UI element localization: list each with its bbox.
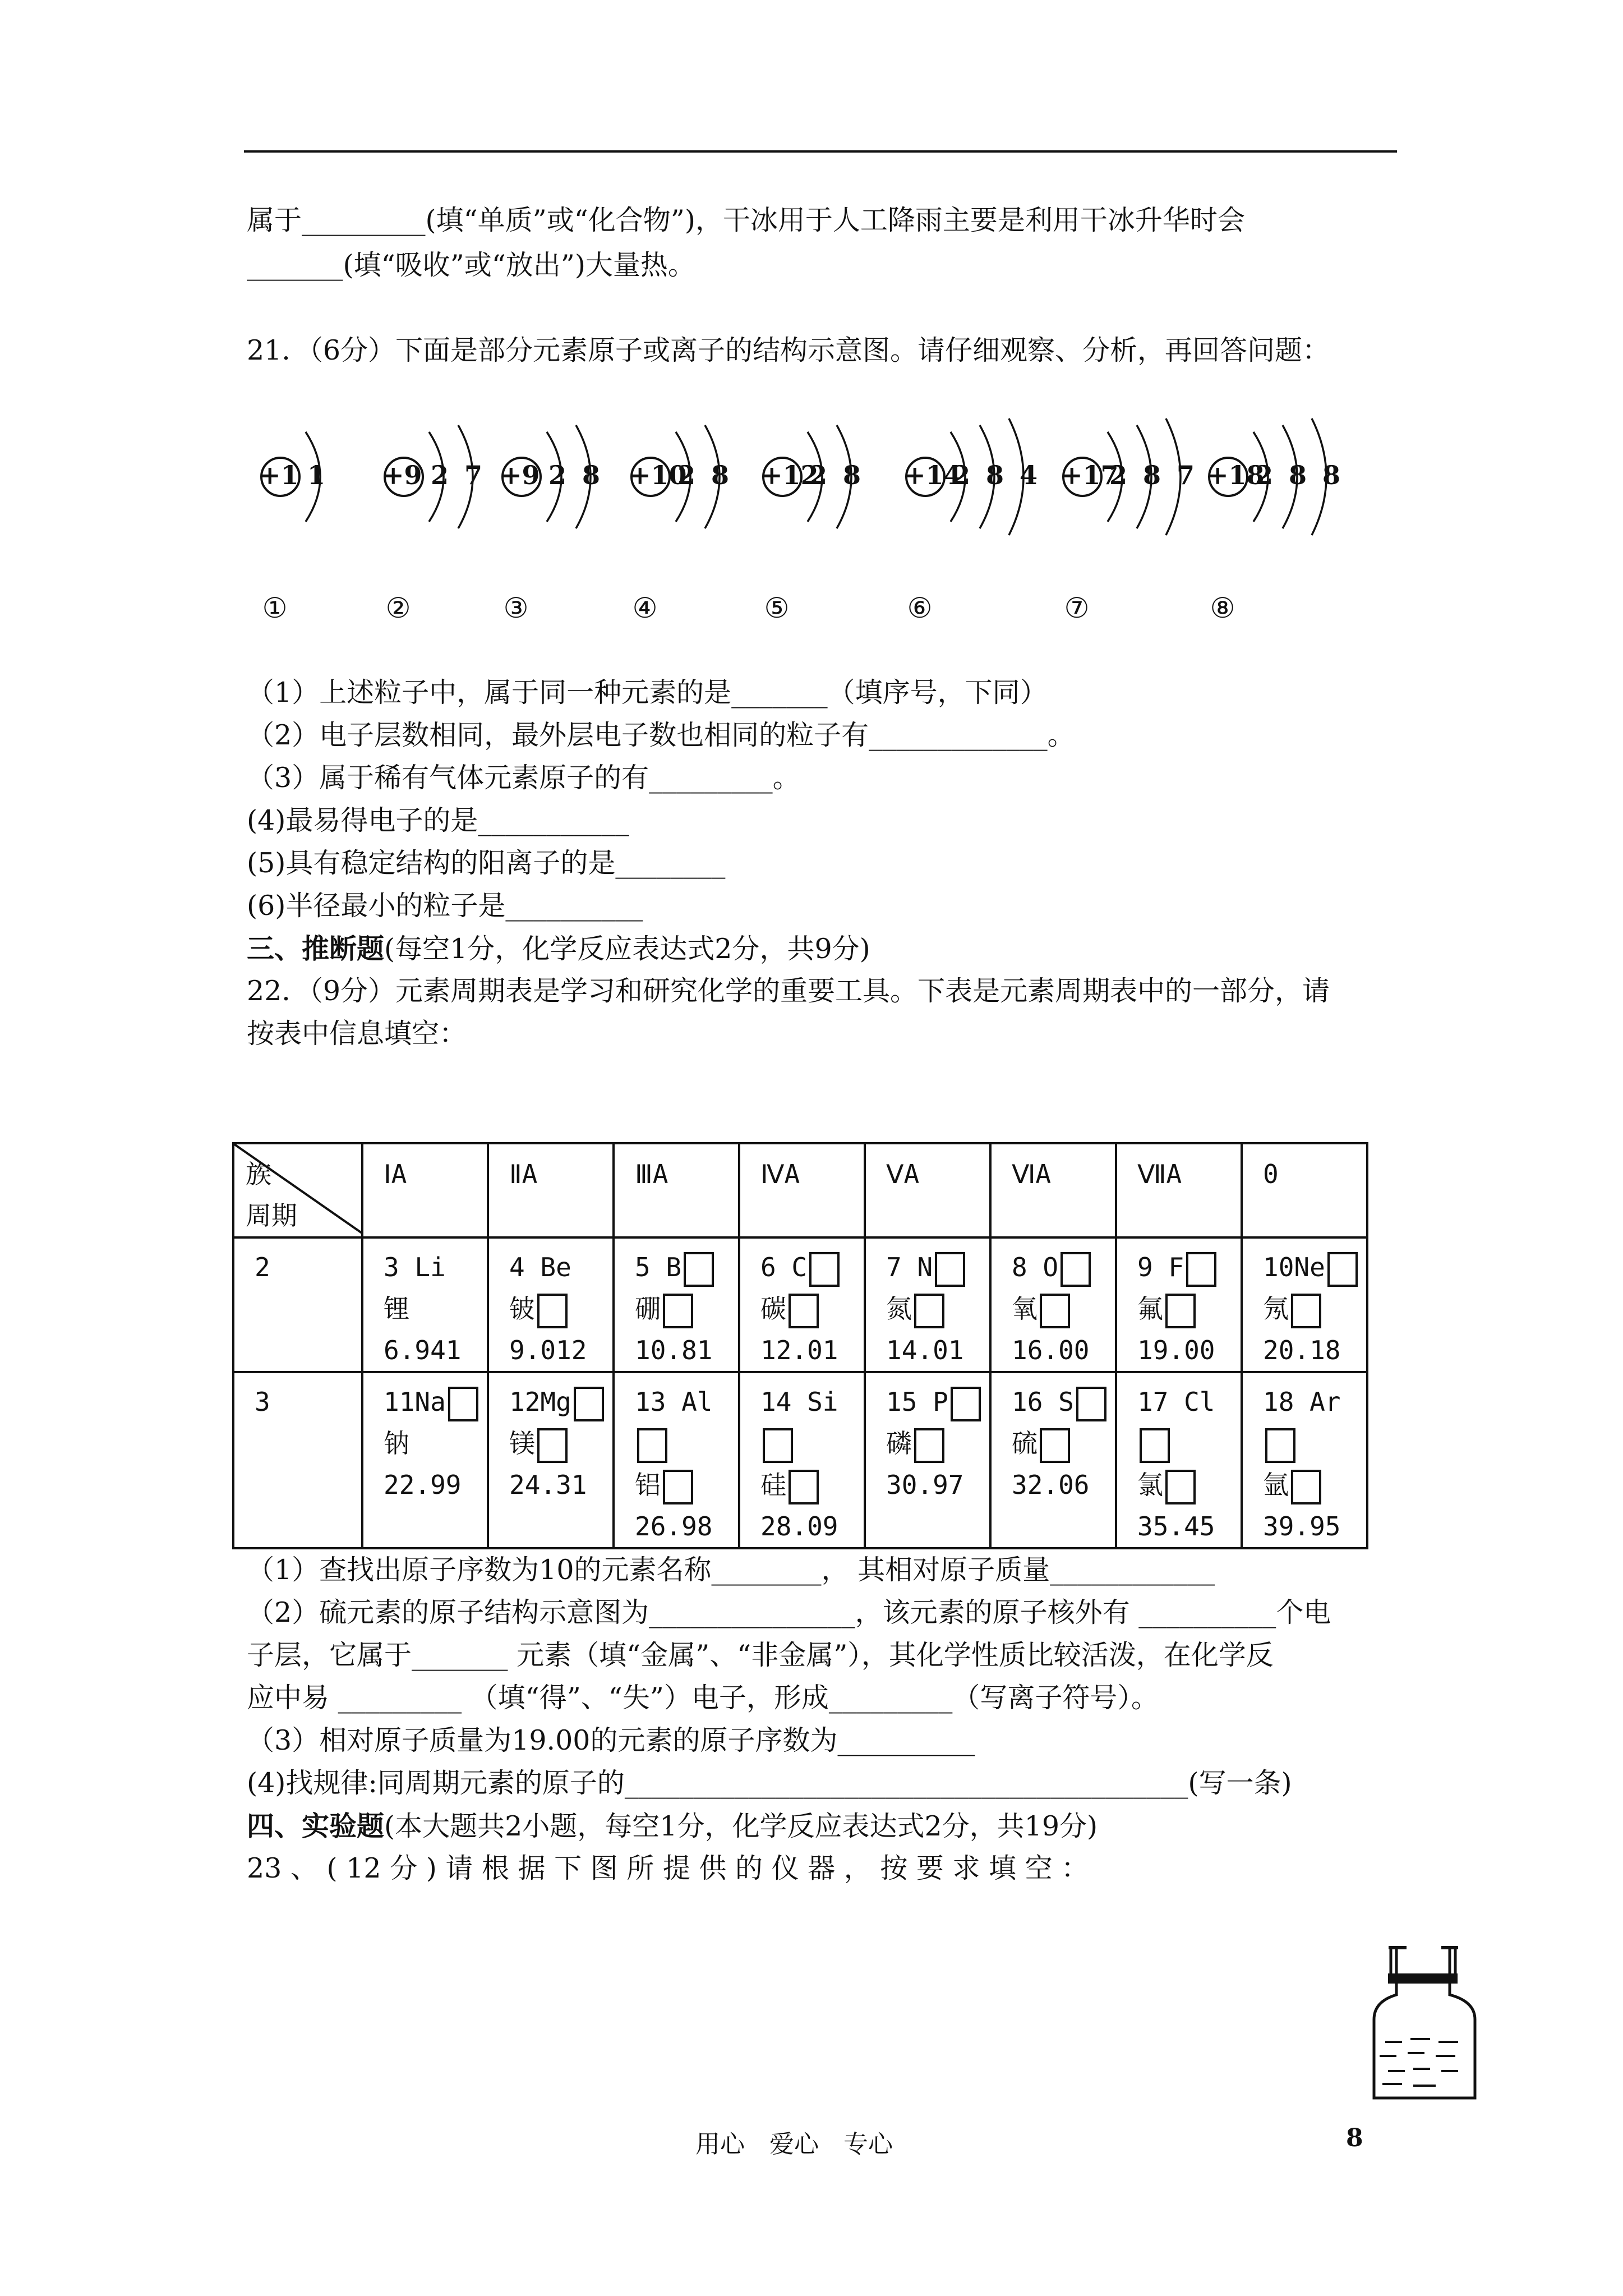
element-mass-line (1137, 1329, 1241, 1371)
element-mass: 22.99 (384, 1470, 462, 1500)
element-mass: 26.98 (635, 1511, 713, 1542)
element-mass: 9.012 (509, 1335, 587, 1365)
periodic-table (232, 1142, 1368, 1549)
answer-box[interactable] (537, 1294, 568, 1328)
element-symbol-line (509, 1246, 612, 1288)
answer-box[interactable] (763, 1428, 793, 1463)
particle-number: ② (385, 592, 411, 624)
period-3-row (233, 1372, 1367, 1548)
element-name: 锂 (384, 1294, 409, 1324)
group-header: 0 (1242, 1143, 1367, 1237)
element-symbol-line (760, 1246, 864, 1288)
particle-number: ⑦ (1064, 592, 1090, 624)
element-name-line (509, 1423, 612, 1464)
element-symbol-line (384, 1246, 487, 1288)
electron-counts: 2 7 (431, 460, 486, 490)
element-cell (865, 1372, 990, 1548)
element-mass: 35.45 (1137, 1511, 1215, 1542)
nucleus-charge: +17 (1061, 460, 1119, 490)
element-cell (488, 1237, 614, 1372)
nucleus-charge: +9 (382, 460, 422, 490)
text-line-1: 属于_________(填“单质”或“化合物”)，干冰用于人工降雨主要是利用干冰升华时会 (247, 204, 1245, 236)
answer-box[interactable] (1140, 1428, 1170, 1463)
answer-box[interactable] (789, 1294, 819, 1328)
element-mass: 24.31 (509, 1470, 587, 1500)
element-symbol: 8 O (1012, 1252, 1059, 1282)
element-name-line (635, 1464, 738, 1506)
element-symbol: 6 C (760, 1252, 808, 1282)
element-name-line (1263, 1464, 1366, 1506)
element-symbol: 4 Be (509, 1252, 571, 1282)
element-mass-line (384, 1329, 487, 1371)
element-mass: 6.941 (384, 1335, 462, 1365)
nucleus-charge: +1 (259, 460, 299, 490)
particle-number: ⑤ (764, 592, 790, 624)
group-header: ⅠA (362, 1143, 488, 1237)
answer-box[interactable] (1291, 1470, 1321, 1504)
electron-counts: 2 8 (677, 460, 733, 490)
element-mass: 39.95 (1263, 1511, 1341, 1542)
element-cell (614, 1372, 739, 1548)
particle-number: ⑥ (907, 592, 933, 624)
element-cell (488, 1372, 614, 1548)
element-mass: 19.00 (1137, 1335, 1215, 1365)
element-name: 硅 (760, 1470, 786, 1500)
element-name-line (886, 1423, 989, 1464)
page-number: 8 (1346, 2124, 1363, 2152)
element-name: 氧 (1012, 1294, 1038, 1324)
element-cell (739, 1237, 865, 1372)
question-22-line-b: 按表中信息填空： (247, 1018, 467, 1050)
element-symbol-line (1137, 1381, 1241, 1464)
corner-diagonal (234, 1144, 363, 1234)
element-mass-line (1263, 1329, 1366, 1371)
element-cell (865, 1237, 990, 1372)
question-22-1: （1）查找出原子序数为10的元素名称________， 其相对原子质量____________ (247, 1554, 1215, 1586)
question-21-4: (4)最易得电子的是___________ (247, 804, 629, 836)
element-name: 铍 (509, 1294, 535, 1324)
answer-box[interactable] (1165, 1470, 1196, 1504)
element-mass: 10.81 (635, 1335, 713, 1365)
element-name: 氟 (1137, 1294, 1163, 1324)
nucleus-charge: +12 (761, 460, 819, 490)
element-mass-line (635, 1506, 738, 1547)
element-mass-line (1263, 1506, 1366, 1547)
answer-box[interactable] (1165, 1294, 1196, 1328)
element-symbol: 9 F (1137, 1252, 1184, 1282)
answer-box[interactable] (637, 1428, 667, 1463)
electron-counts: 2 8 (548, 460, 604, 490)
question-23: 23 、 ( 12 分 ) 请 根 据 下 图 所 提 供 的 仪 器 ， 按 要 求 填 空 ： (247, 1852, 1089, 1884)
element-symbol-line (886, 1381, 989, 1423)
element-name: 氖 (1263, 1294, 1289, 1324)
element-symbol-line (1263, 1381, 1366, 1464)
section-3-heading (247, 929, 870, 969)
element-symbol-line (760, 1381, 864, 1464)
element-name: 氮 (886, 1294, 912, 1324)
element-name: 磷 (886, 1428, 912, 1458)
section-4-title: 四、实验题 (247, 1810, 385, 1842)
corner-group-label: 族 (246, 1159, 271, 1189)
element-cell (362, 1372, 488, 1548)
particle-number: ③ (503, 592, 529, 624)
element-mass: 16.00 (1012, 1335, 1090, 1365)
answer-box[interactable] (1076, 1387, 1106, 1421)
answer-box[interactable] (684, 1252, 714, 1287)
answer-box[interactable] (448, 1387, 478, 1421)
element-symbol-line (509, 1381, 612, 1423)
question-21-5: (5)具有稳定结构的阳离子的是________ (247, 847, 726, 879)
question-21-6: (6)半径最小的粒子是__________ (247, 890, 643, 922)
element-mass: 28.09 (760, 1511, 838, 1542)
element-name: 氩 (1263, 1470, 1289, 1500)
element-name-line (1263, 1288, 1366, 1329)
element-symbol: 12Mg (509, 1387, 571, 1417)
gas-bottle-figure (1357, 1941, 1492, 2109)
element-cell (614, 1237, 739, 1372)
element-mass-line (1012, 1464, 1115, 1506)
electron-counts: 2 8 7 (1109, 460, 1198, 490)
element-mass-line (509, 1329, 612, 1371)
question-21-1: （1）上述粒子中，属于同一种元素的是_______（填序号，下同） (247, 677, 1048, 708)
section-3-note: (每空1分，化学反应表达式2分，共9分) (384, 933, 870, 965)
electron-counts: 2 8 8 (1255, 460, 1344, 490)
element-symbol: 18 Ar (1263, 1387, 1341, 1417)
element-mass-line (509, 1464, 612, 1506)
nucleus-charge: +18 (1207, 460, 1265, 490)
section-4-note: (本大题共2小题，每空1分，化学反应表达式2分，共19分) (384, 1810, 1098, 1842)
answer-box[interactable] (663, 1470, 693, 1504)
nucleus-charge: +9 (500, 460, 540, 490)
element-name-line (760, 1464, 864, 1506)
element-name-line (509, 1288, 612, 1329)
answer-box[interactable] (1265, 1428, 1295, 1463)
element-cell (1242, 1237, 1367, 1372)
element-name-line (886, 1288, 989, 1329)
element-cell (990, 1372, 1116, 1548)
group-header: ⅥA (990, 1143, 1116, 1237)
element-symbol-line (1012, 1246, 1115, 1288)
question-22-2a: （2）硫元素的原子结构示意图为_______________，该元素的原子核外有 __________个电 (247, 1596, 1331, 1628)
element-name: 硼 (635, 1294, 661, 1324)
question-21-3: （3）属于稀有气体元素原子的有_________。 (247, 762, 800, 794)
particle-number: ① (262, 592, 288, 624)
element-symbol: 15 P (886, 1387, 948, 1417)
answer-box[interactable] (1061, 1252, 1091, 1287)
element-name: 钠 (384, 1428, 409, 1458)
element-symbol: 7 N (886, 1252, 933, 1282)
electron-counts: 2 8 4 (952, 460, 1041, 490)
element-cell (362, 1237, 488, 1372)
element-cell (1116, 1372, 1242, 1548)
element-mass-line (886, 1464, 989, 1506)
group-header: ⅡA (488, 1143, 614, 1237)
answer-box[interactable] (1186, 1252, 1216, 1287)
group-header: ⅣA (739, 1143, 865, 1237)
particle-number: ④ (632, 592, 658, 624)
element-name: 碳 (760, 1294, 786, 1324)
element-mass: 20.18 (1263, 1335, 1341, 1365)
answer-box[interactable] (1291, 1294, 1321, 1328)
element-cell (1242, 1372, 1367, 1548)
nucleus-charge: +10 (629, 460, 687, 490)
answer-box[interactable] (1040, 1294, 1070, 1328)
element-mass-line (1137, 1506, 1241, 1547)
element-symbol: 5 B (635, 1252, 682, 1282)
element-symbol-line (1137, 1246, 1241, 1288)
element-symbol-line (1263, 1246, 1366, 1288)
question-22-2c: 应中易 _________ （填“得”、“失”）电子，形成_________（写离子符号）。 (247, 1682, 1159, 1714)
element-cell (739, 1372, 865, 1548)
table-header-row (233, 1143, 1367, 1237)
element-mass: 30.97 (886, 1470, 964, 1500)
answer-box[interactable] (1327, 1252, 1358, 1287)
element-mass: 12.01 (760, 1335, 838, 1365)
element-symbol-line (635, 1246, 738, 1288)
answer-box[interactable] (914, 1428, 944, 1463)
element-name: 硫 (1012, 1428, 1038, 1458)
element-mass-line (635, 1329, 738, 1371)
element-mass: 14.01 (886, 1335, 964, 1365)
element-mass-line (760, 1329, 864, 1371)
electron-counts: 1 (307, 460, 329, 490)
element-cell (990, 1237, 1116, 1372)
element-symbol: 17 Cl (1137, 1387, 1215, 1417)
nucleus-charge: +14 (904, 460, 962, 490)
answer-box[interactable] (789, 1470, 819, 1504)
element-symbol: 11Na (384, 1387, 446, 1417)
element-symbol-line (886, 1246, 989, 1288)
element-name: 铝 (635, 1470, 661, 1500)
period-label: 3 (233, 1372, 362, 1548)
section-4-heading (247, 1806, 1098, 1846)
element-symbol-line (1012, 1381, 1115, 1423)
element-mass-line (760, 1506, 864, 1547)
element-name-line (1012, 1288, 1115, 1329)
question-21-2: （2）电子层数相同，最外层电子数也相同的粒子有_____________。 (247, 719, 1075, 751)
answer-box[interactable] (574, 1387, 604, 1421)
element-symbol: 3 Li (384, 1252, 446, 1282)
answer-box[interactable] (1040, 1428, 1070, 1463)
element-name-line (384, 1288, 487, 1329)
element-mass-line (384, 1464, 487, 1506)
element-name: 氯 (1137, 1470, 1163, 1500)
group-header: ⅤA (865, 1143, 990, 1237)
element-name-line (384, 1423, 487, 1464)
element-name-line (1137, 1288, 1241, 1329)
element-name-line (1012, 1423, 1115, 1464)
element-mass: 32.06 (1012, 1470, 1090, 1500)
element-name-line (635, 1288, 738, 1329)
question-22-4: (4)找规律:同周期元素的原子的_________________________________________(写一条) (247, 1767, 1292, 1799)
element-name-line (760, 1288, 864, 1329)
question-22-2b: 子层，它属于_______ 元素（填“金属”、“非金属”），其化学性质比较活泼，在化学反 (247, 1639, 1274, 1671)
element-name: 镁 (509, 1428, 535, 1458)
answer-box[interactable] (537, 1428, 568, 1463)
element-mass-line (886, 1329, 989, 1371)
question-21: 21．（6分）下面是部分元素原子或离子的结构示意图。请仔细观察、分析，再回答问题： (247, 334, 1330, 366)
text-line-2: _______(填“吸收”或“放出”)大量热。 (247, 249, 695, 281)
footer-motto: 用心 爱心 专心 (695, 2130, 893, 2159)
element-symbol-line (635, 1381, 738, 1464)
particle-number: ⑧ (1210, 592, 1235, 624)
group-header: ⅢA (614, 1143, 739, 1237)
group-header: ⅦA (1116, 1143, 1242, 1237)
element-symbol: 10Ne (1263, 1252, 1325, 1282)
corner-cell (233, 1143, 362, 1237)
period-label: 2 (233, 1237, 362, 1372)
question-22-3: （3）相对原子质量为19.00的元素的原子序数为__________ (247, 1724, 975, 1756)
answer-box[interactable] (663, 1294, 693, 1328)
period-2-row (233, 1237, 1367, 1372)
answer-box[interactable] (914, 1294, 944, 1328)
element-symbol: 16 S (1012, 1387, 1074, 1417)
element-symbol: 14 Si (760, 1387, 838, 1417)
element-symbol: 13 Al (635, 1387, 713, 1417)
section-3-title: 三、推断题 (247, 932, 385, 965)
corner-period-label: 周期 (246, 1200, 297, 1231)
answer-box[interactable] (809, 1252, 840, 1287)
answer-box[interactable] (951, 1387, 981, 1421)
header-rule (244, 150, 1397, 153)
element-cell (1116, 1237, 1242, 1372)
element-name-line (1137, 1464, 1241, 1506)
element-mass-line (1012, 1329, 1115, 1371)
question-22-line-a: 22．（9分）元素周期表是学习和研究化学的重要工具。下表是元素周期表中的一部分，请 (247, 975, 1330, 1007)
electron-counts: 2 8 (809, 460, 865, 490)
element-symbol-line (384, 1381, 487, 1423)
answer-box[interactable] (935, 1252, 965, 1287)
